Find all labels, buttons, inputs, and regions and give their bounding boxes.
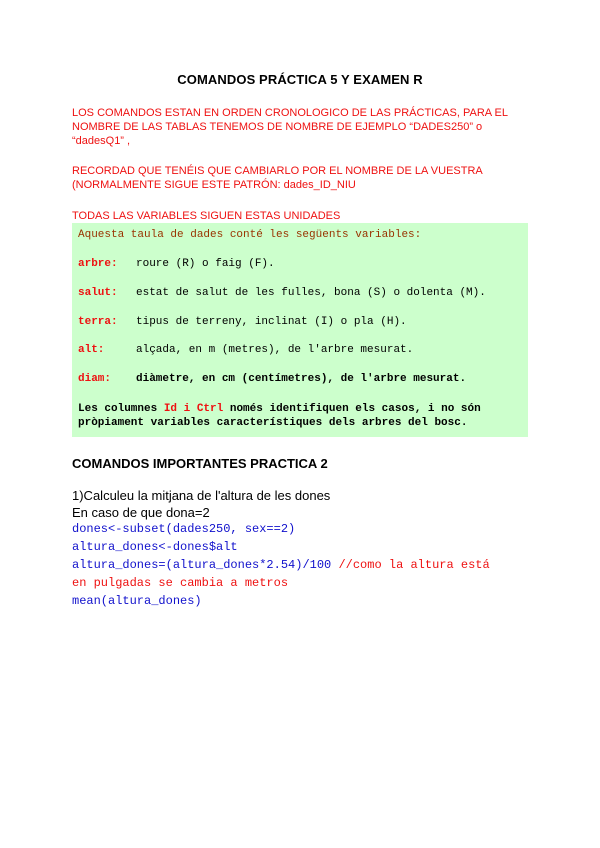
variable-row	[78, 258, 275, 270]
columns-note-highlight: Id i Ctrl	[163, 403, 224, 415]
variable-description: estat de salut de les fulles, bona (S) o dolenta (M).	[136, 287, 486, 299]
variable-row	[78, 344, 413, 356]
note-chronological-order: LOS COMANDOS ESTAN EN ORDEN CRONOLOGICO DE LAS PRÁCTICAS, PARA EL NOMBRE DE LAS TABLAS TENEMOS DE NOMBRE DE EJEMPLO “DADES250” o “dadesQ1” ,	[72, 107, 508, 147]
code-line-convert	[72, 558, 490, 572]
code-line-extract: altura_dones<-dones$alt	[72, 540, 238, 554]
variable-name: terra:	[78, 316, 118, 328]
note-rename-table: RECORDAD QUE TENÉIS QUE CAMBIARLO POR EL NOMBRE DE LA VUESTRA (NORMALMENTE SIGUE ESTE PATRÓN: dades_ID_NIU	[72, 165, 483, 191]
case-text: En caso de que dona=2	[72, 505, 210, 520]
variable-name: arbre:	[78, 258, 118, 270]
variable-description: roure (R) o faig (F).	[136, 258, 275, 270]
columns-note	[78, 402, 524, 430]
code-line-mean: mean(altura_dones)	[72, 594, 202, 608]
note-variable-units: TODAS LAS VARIABLES SIGUEN ESTAS UNIDADES	[72, 210, 341, 222]
variable-row	[78, 287, 486, 299]
question-text: 1)Calculeu la mitjana de l'altura de les dones	[72, 488, 331, 503]
variable-name: salut:	[78, 287, 118, 299]
variable-row	[78, 373, 466, 385]
columns-note-suffix: només identifiquen els casos, i no són pròpiament variables característiques dels arbres del bosc.	[78, 403, 481, 429]
variables-box	[72, 223, 528, 437]
variable-name: diam:	[78, 373, 112, 385]
variable-row	[78, 316, 407, 328]
columns-note-prefix: Les columnes	[78, 403, 158, 415]
code-statement: altura_dones=(altura_dones*2.54)/100	[72, 558, 339, 572]
code-comment-continued: en pulgadas se cambia a metros	[72, 576, 289, 590]
section-heading: COMANDOS IMPORTANTES PRACTICA 2	[72, 456, 328, 471]
code-line-subset: dones<-subset(dades250, sex==2)	[72, 522, 296, 536]
variables-intro: Aquesta taula de dades conté les següents variables:	[78, 229, 422, 241]
code-comment: //como la altura está	[338, 558, 490, 572]
variable-description: tipus de terreny, inclinat (I) o pla (H).	[136, 316, 407, 328]
variable-description: alçada, en m (metres), de l'arbre mesurat.	[136, 344, 414, 356]
page-title: COMANDOS PRÁCTICA 5 Y EXAMEN R	[177, 72, 423, 87]
variable-name: alt:	[78, 344, 105, 356]
variable-description: diàmetre, en cm (centímetres), de l'arbre mesurat.	[136, 373, 467, 385]
